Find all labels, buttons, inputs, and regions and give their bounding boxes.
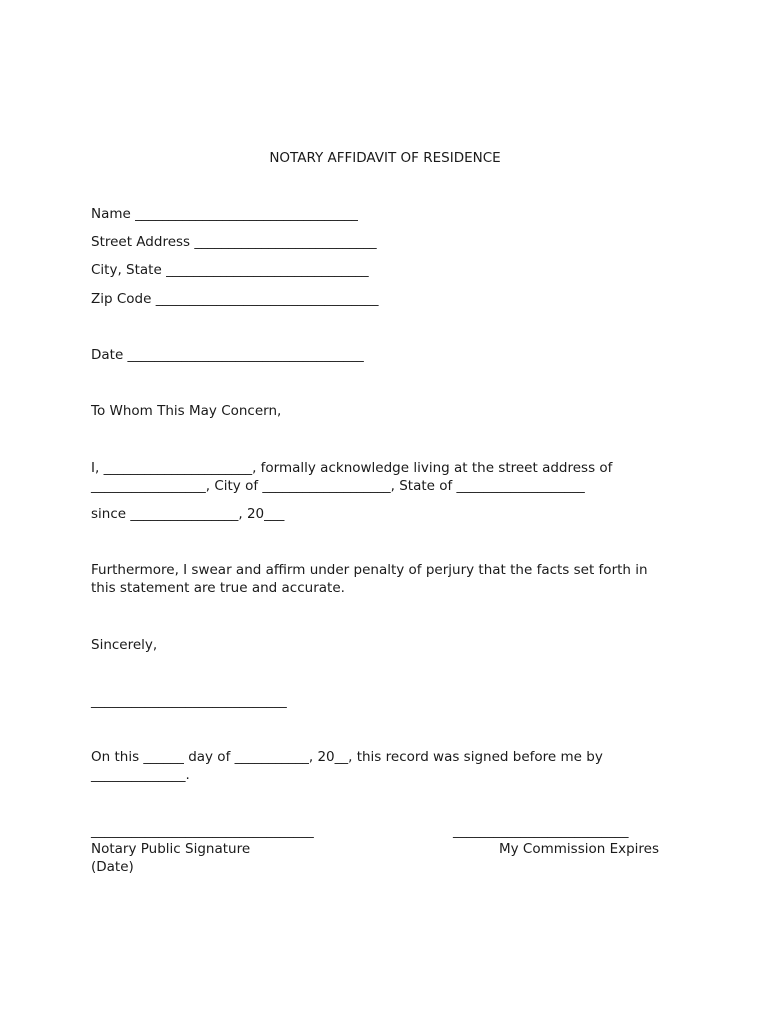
date-field: Date ___________________________________ <box>91 347 364 363</box>
commission-expires-label: My Commission Expires <box>499 841 660 857</box>
signature-line: _____________________________ <box>91 693 287 709</box>
notary-statement-line-2: ______________. <box>91 767 190 783</box>
notary-signature-label: Notary Public Signature <box>91 841 251 857</box>
affirmation-line-2: this statement are true and accurate. <box>91 580 345 596</box>
affirmation-line-1: Furthermore, I swear and affirm under penalty of perjury that the facts set forth in <box>91 562 648 578</box>
notary-date-label: (Date) <box>91 859 134 875</box>
street-address-field: Street Address ___________________________ <box>91 234 377 250</box>
zip-code-field: Zip Code _________________________________ <box>91 291 379 307</box>
city-state-field: City, State ______________________________ <box>91 262 369 278</box>
name-field: Name _________________________________ <box>91 206 358 222</box>
notary-signature-line: _________________________________ <box>91 823 314 839</box>
document-title: NOTARY AFFIDAVIT OF RESIDENCE <box>269 150 501 166</box>
residence-statement-line-1: I, ______________________, formally acknowledge living at the street address of <box>91 460 613 476</box>
notary-statement-line-1: On this ______ day of ___________, 20__, this record was signed before me by <box>91 749 603 765</box>
closing: Sincerely, <box>91 637 158 653</box>
residence-statement-line-2: _________________, City of ___________________, State of ___________________ <box>91 478 585 494</box>
salutation: To Whom This May Concern, <box>91 403 282 419</box>
residence-statement-line-3: since ________________, 20___ <box>91 506 285 522</box>
commission-expires-line: __________________________ <box>453 823 629 839</box>
